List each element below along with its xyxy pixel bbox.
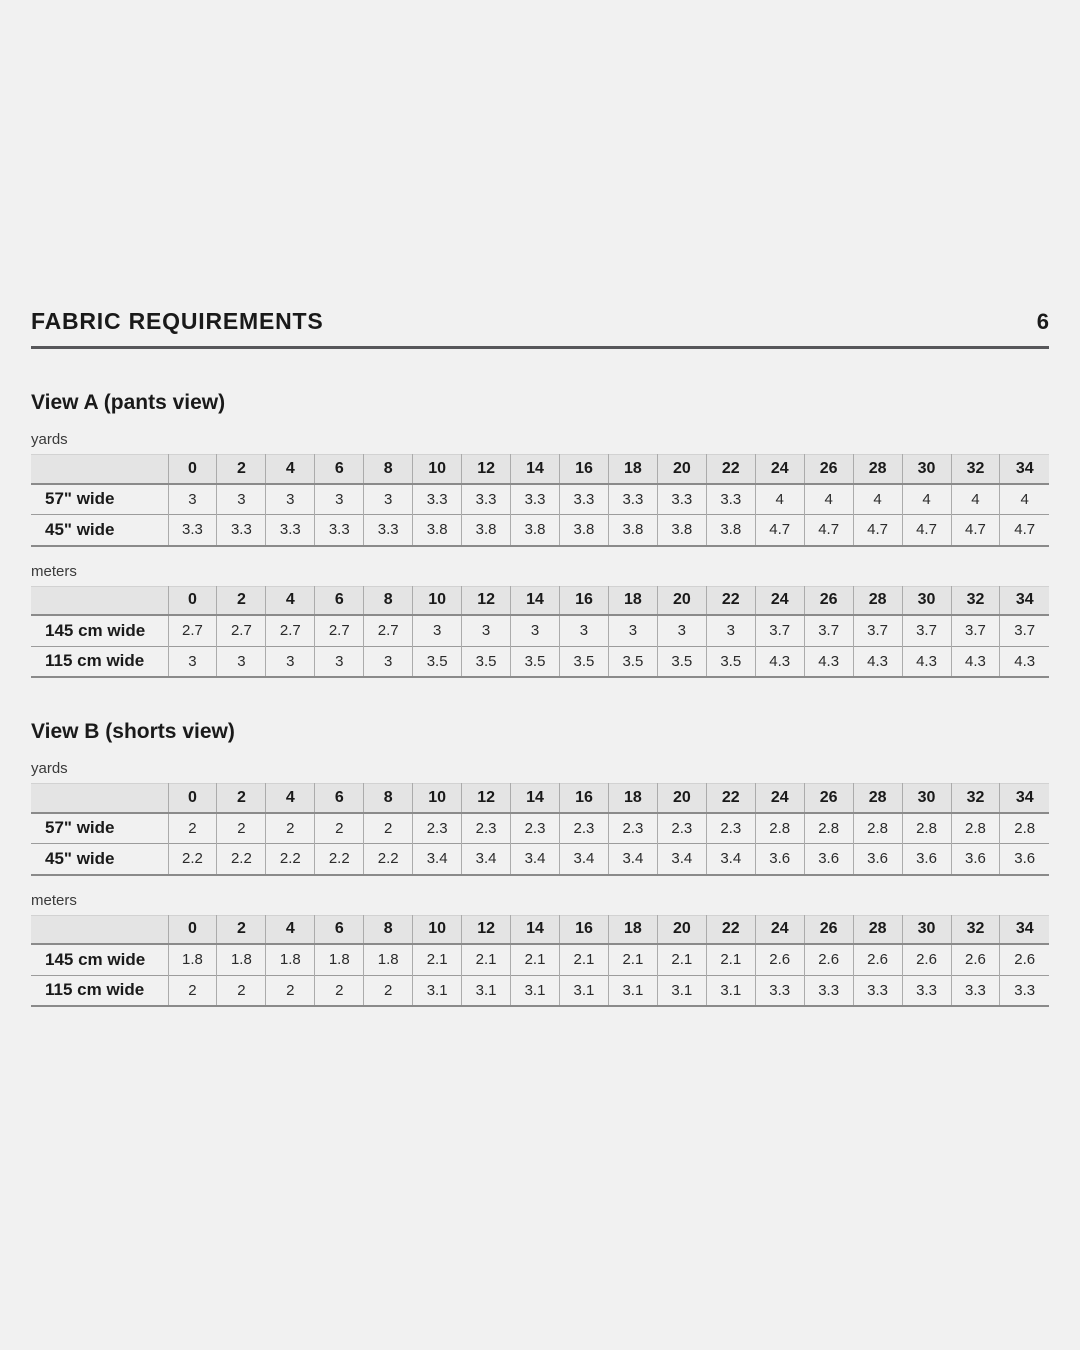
value-cell: 3.4 (608, 844, 657, 875)
value-cell: 1.8 (315, 944, 364, 975)
size-header-cell: 32 (951, 455, 1000, 484)
size-header-cell: 8 (364, 784, 413, 813)
value-cell: 2.8 (1000, 813, 1049, 844)
value-cell: 3.4 (657, 844, 706, 875)
size-header-cell: 30 (902, 586, 951, 615)
size-header-cell: 28 (853, 455, 902, 484)
size-header-cell: 30 (902, 915, 951, 944)
size-header-cell: 4 (266, 455, 315, 484)
size-header-cell: 20 (657, 915, 706, 944)
value-cell: 3.4 (706, 844, 755, 875)
size-header-cell: 12 (462, 455, 511, 484)
value-cell: 3.3 (413, 484, 462, 515)
size-header-cell: 6 (315, 586, 364, 615)
section-view-a (31, 391, 1049, 678)
value-cell: 3 (560, 615, 609, 646)
size-header-cell: 14 (511, 915, 560, 944)
value-cell: 3.3 (902, 975, 951, 1006)
size-header-cell: 18 (608, 915, 657, 944)
value-cell: 3.3 (266, 515, 315, 546)
value-cell: 2 (315, 975, 364, 1006)
value-cell: 2.1 (657, 944, 706, 975)
table-row (31, 844, 1049, 875)
document-header (31, 308, 1049, 349)
value-cell: 4.7 (902, 515, 951, 546)
size-header-cell: 20 (657, 586, 706, 615)
value-cell: 2 (217, 975, 266, 1006)
size-header-cell: 24 (755, 455, 804, 484)
value-cell: 3.4 (560, 844, 609, 875)
table-row (31, 975, 1049, 1006)
table-row (31, 813, 1049, 844)
size-header-cell: 16 (560, 915, 609, 944)
size-header-cell: 24 (755, 915, 804, 944)
value-cell: 3 (608, 615, 657, 646)
value-cell: 4.3 (902, 646, 951, 677)
value-cell: 3.7 (804, 615, 853, 646)
value-cell: 1.8 (168, 944, 217, 975)
value-cell: 4.7 (853, 515, 902, 546)
value-cell: 3 (266, 484, 315, 515)
value-cell: 3.7 (755, 615, 804, 646)
value-cell: 3.3 (315, 515, 364, 546)
size-header-cell: 4 (266, 915, 315, 944)
value-cell: 3.7 (1000, 615, 1049, 646)
table-row (31, 484, 1049, 515)
size-header-cell: 26 (804, 784, 853, 813)
value-cell: 4.3 (755, 646, 804, 677)
size-header-cell: 2 (217, 455, 266, 484)
value-cell: 2.8 (804, 813, 853, 844)
value-cell: 2.1 (608, 944, 657, 975)
size-header-cell: 34 (1000, 455, 1049, 484)
value-cell: 3.5 (608, 646, 657, 677)
value-cell: 3.6 (951, 844, 1000, 875)
value-cell: 3.3 (804, 975, 853, 1006)
value-cell: 3.3 (1000, 975, 1049, 1006)
value-cell: 3.3 (168, 515, 217, 546)
row-label: 45" wide (31, 515, 168, 546)
value-cell: 3.1 (657, 975, 706, 1006)
value-cell: 2.1 (560, 944, 609, 975)
table-row (31, 646, 1049, 677)
value-cell: 3.3 (951, 975, 1000, 1006)
value-cell: 3 (364, 484, 413, 515)
value-cell: 2.8 (853, 813, 902, 844)
value-cell: 3.3 (560, 484, 609, 515)
size-header-cell: 18 (608, 586, 657, 615)
value-cell: 3 (315, 646, 364, 677)
size-header-cell: 20 (657, 455, 706, 484)
value-cell: 3.4 (462, 844, 511, 875)
table-row (31, 615, 1049, 646)
view-a-yards-table (31, 454, 1049, 547)
value-cell: 3.6 (853, 844, 902, 875)
value-cell: 2.3 (511, 813, 560, 844)
size-header-cell: 6 (315, 915, 364, 944)
size-header-corner (31, 784, 168, 813)
size-header-cell: 28 (853, 586, 902, 615)
value-cell: 4.3 (853, 646, 902, 677)
row-label: 145 cm wide (45, 620, 146, 640)
value-cell: 2.3 (657, 813, 706, 844)
value-cell: 3.5 (511, 646, 560, 677)
unit-label-yards: yards (31, 760, 68, 777)
value-cell: 3 (168, 646, 217, 677)
value-cell: 2.2 (315, 844, 364, 875)
value-cell: 2 (168, 975, 217, 1006)
value-cell: 2.1 (706, 944, 755, 975)
size-header-cell: 22 (706, 455, 755, 484)
value-cell: 4 (804, 484, 853, 515)
page-title: FABRIC REQUIREMENTS (31, 308, 324, 334)
unit-label-meters: meters (31, 891, 77, 909)
value-cell: 3.1 (706, 975, 755, 1006)
size-header-cell: 34 (1000, 915, 1049, 944)
value-cell: 3 (266, 646, 315, 677)
value-cell: 3.5 (413, 646, 462, 677)
size-header-cell: 0 (168, 915, 217, 944)
view-b-heading: View B (shorts view) (31, 720, 235, 743)
value-cell: 1.8 (266, 944, 315, 975)
value-cell: 2.7 (315, 615, 364, 646)
size-header-corner (31, 915, 168, 944)
section-view-b (31, 720, 1049, 1007)
value-cell: 3.7 (853, 615, 902, 646)
size-header-row (31, 915, 1049, 944)
size-header-cell: 2 (217, 915, 266, 944)
value-cell: 3 (217, 484, 266, 515)
size-header-cell: 6 (315, 784, 364, 813)
value-cell: 4.3 (1000, 646, 1049, 677)
value-cell: 4.3 (951, 646, 1000, 677)
size-header-cell: 20 (657, 784, 706, 813)
value-cell: 3 (217, 646, 266, 677)
size-header-cell: 6 (315, 455, 364, 484)
row-label: 115 cm wide (31, 646, 168, 677)
value-cell: 3 (168, 484, 217, 515)
value-cell: 3.8 (462, 515, 511, 546)
value-cell: 2.2 (266, 844, 315, 875)
value-cell: 1.8 (217, 944, 266, 975)
value-cell: 3.3 (608, 484, 657, 515)
size-header-cell: 2 (217, 586, 266, 615)
value-cell: 4.7 (804, 515, 853, 546)
size-header-cell: 4 (266, 784, 315, 813)
size-header-row (31, 455, 1049, 484)
value-cell: 3 (413, 615, 462, 646)
size-header-cell: 14 (511, 784, 560, 813)
size-header-cell: 22 (706, 915, 755, 944)
size-header-cell: 18 (608, 455, 657, 484)
value-cell: 2.8 (951, 813, 1000, 844)
view-b-yards-table (31, 783, 1049, 876)
value-cell: 2.6 (951, 944, 1000, 975)
size-header-cell: 8 (364, 915, 413, 944)
value-cell: 1.8 (364, 944, 413, 975)
size-header-cell: 18 (608, 784, 657, 813)
row-label: 45" wide (31, 844, 168, 875)
size-header-cell: 26 (804, 586, 853, 615)
value-cell: 2.2 (168, 844, 217, 875)
value-cell: 3 (315, 484, 364, 515)
value-cell: 3.6 (1000, 844, 1049, 875)
value-cell: 2 (266, 813, 315, 844)
value-cell: 2.6 (902, 944, 951, 975)
value-cell: 2.1 (511, 944, 560, 975)
value-cell: 2.3 (608, 813, 657, 844)
value-cell: 2.6 (1000, 944, 1049, 975)
table-row (31, 944, 1049, 975)
value-cell: 3.1 (462, 975, 511, 1006)
value-cell: 3.5 (657, 646, 706, 677)
value-cell: 2 (364, 813, 413, 844)
value-cell: 3.8 (511, 515, 560, 546)
value-cell: 3.3 (364, 515, 413, 546)
value-cell: 4 (951, 484, 1000, 515)
size-header-cell: 28 (853, 915, 902, 944)
value-cell: 2.8 (755, 813, 804, 844)
size-header-cell: 8 (364, 455, 413, 484)
size-header-cell: 16 (560, 455, 609, 484)
value-cell: 2.7 (217, 615, 266, 646)
size-header-cell: 10 (413, 586, 462, 615)
value-cell: 3 (657, 615, 706, 646)
value-cell: 3.4 (413, 844, 462, 875)
size-header-cell: 32 (951, 915, 1000, 944)
value-cell: 3.8 (608, 515, 657, 546)
value-cell: 2.3 (706, 813, 755, 844)
value-cell: 3.1 (560, 975, 609, 1006)
value-cell: 3.8 (413, 515, 462, 546)
value-cell: 3.5 (560, 646, 609, 677)
size-header-cell: 24 (755, 586, 804, 615)
size-header-cell: 24 (755, 784, 804, 813)
value-cell: 2 (217, 813, 266, 844)
row-label: 145 cm wide (45, 949, 146, 969)
view-b-meters-table (31, 915, 1049, 1008)
value-cell: 3.1 (413, 975, 462, 1006)
value-cell: 3.3 (462, 484, 511, 515)
value-cell: 2.6 (853, 944, 902, 975)
row-label: 57" wide (45, 818, 115, 838)
size-header-cell: 0 (168, 586, 217, 615)
value-cell: 4 (902, 484, 951, 515)
value-cell: 3.6 (755, 844, 804, 875)
value-cell: 3.3 (657, 484, 706, 515)
table-row (31, 515, 1049, 546)
value-cell: 2 (364, 975, 413, 1006)
size-header-cell: 2 (217, 784, 266, 813)
size-header-cell: 30 (902, 455, 951, 484)
size-header-cell: 4 (266, 586, 315, 615)
value-cell: 4.3 (804, 646, 853, 677)
size-header-cell: 0 (168, 455, 217, 484)
size-header-cell: 10 (413, 915, 462, 944)
size-header-cell: 26 (804, 455, 853, 484)
view-a-meters-table (31, 586, 1049, 679)
value-cell: 3.7 (902, 615, 951, 646)
view-a-heading: View A (pants view) (31, 391, 226, 414)
value-cell: 2 (168, 813, 217, 844)
value-cell: 3.7 (951, 615, 1000, 646)
size-header-cell: 26 (804, 915, 853, 944)
size-header-cell: 34 (1000, 784, 1049, 813)
size-header-cell: 32 (951, 784, 1000, 813)
value-cell: 2 (315, 813, 364, 844)
value-cell: 3.8 (706, 515, 755, 546)
value-cell: 2.1 (413, 944, 462, 975)
size-header-cell: 10 (413, 784, 462, 813)
value-cell: 4 (755, 484, 804, 515)
value-cell: 4 (853, 484, 902, 515)
size-header-cell: 34 (1000, 586, 1049, 615)
value-cell: 3.4 (511, 844, 560, 875)
value-cell: 3.3 (217, 515, 266, 546)
value-cell: 3.8 (560, 515, 609, 546)
value-cell: 2.7 (266, 615, 315, 646)
value-cell: 3.5 (462, 646, 511, 677)
size-header-cell: 12 (462, 915, 511, 944)
unit-label-meters: meters (31, 562, 77, 580)
size-header-row (31, 784, 1049, 813)
value-cell: 3.3 (511, 484, 560, 515)
value-cell: 3.3 (755, 975, 804, 1006)
size-header-cell: 14 (511, 455, 560, 484)
value-cell: 3.5 (706, 646, 755, 677)
value-cell: 4.7 (755, 515, 804, 546)
value-cell: 4.7 (1000, 515, 1049, 546)
value-cell: 2 (266, 975, 315, 1006)
value-cell: 2.6 (755, 944, 804, 975)
size-header-cell: 16 (560, 784, 609, 813)
value-cell: 3.6 (804, 844, 853, 875)
value-cell: 3 (364, 646, 413, 677)
value-cell: 2.8 (902, 813, 951, 844)
value-cell: 2.3 (462, 813, 511, 844)
size-header-row (31, 586, 1049, 615)
value-cell: 3.8 (657, 515, 706, 546)
value-cell: 3.6 (902, 844, 951, 875)
value-cell: 3 (462, 615, 511, 646)
size-header-cell: 8 (364, 586, 413, 615)
value-cell: 2.3 (560, 813, 609, 844)
row-label: 57" wide (45, 489, 115, 509)
size-header-cell: 16 (560, 586, 609, 615)
value-cell: 2.7 (168, 615, 217, 646)
page-number: 6 (1036, 309, 1049, 334)
value-cell: 3.3 (853, 975, 902, 1006)
size-header-cell: 0 (168, 784, 217, 813)
size-header-cell: 22 (706, 784, 755, 813)
value-cell: 2.3 (413, 813, 462, 844)
size-header-cell: 12 (462, 586, 511, 615)
value-cell: 2.1 (462, 944, 511, 975)
unit-label-yards: yards (31, 431, 68, 448)
size-header-cell: 32 (951, 586, 1000, 615)
size-header-corner (31, 455, 168, 484)
size-header-cell: 22 (706, 586, 755, 615)
size-header-cell: 12 (462, 784, 511, 813)
value-cell: 3.3 (706, 484, 755, 515)
size-header-cell: 28 (853, 784, 902, 813)
value-cell: 3.1 (511, 975, 560, 1006)
value-cell: 4.7 (951, 515, 1000, 546)
value-cell: 2.7 (364, 615, 413, 646)
value-cell: 2.2 (217, 844, 266, 875)
value-cell: 3 (706, 615, 755, 646)
value-cell: 2.6 (804, 944, 853, 975)
value-cell: 4 (1000, 484, 1049, 515)
row-label: 115 cm wide (31, 975, 168, 1006)
value-cell: 3 (511, 615, 560, 646)
value-cell: 2.2 (364, 844, 413, 875)
value-cell: 3.1 (608, 975, 657, 1006)
size-header-corner (31, 586, 168, 615)
size-header-cell: 30 (902, 784, 951, 813)
size-header-cell: 10 (413, 455, 462, 484)
size-header-cell: 14 (511, 586, 560, 615)
